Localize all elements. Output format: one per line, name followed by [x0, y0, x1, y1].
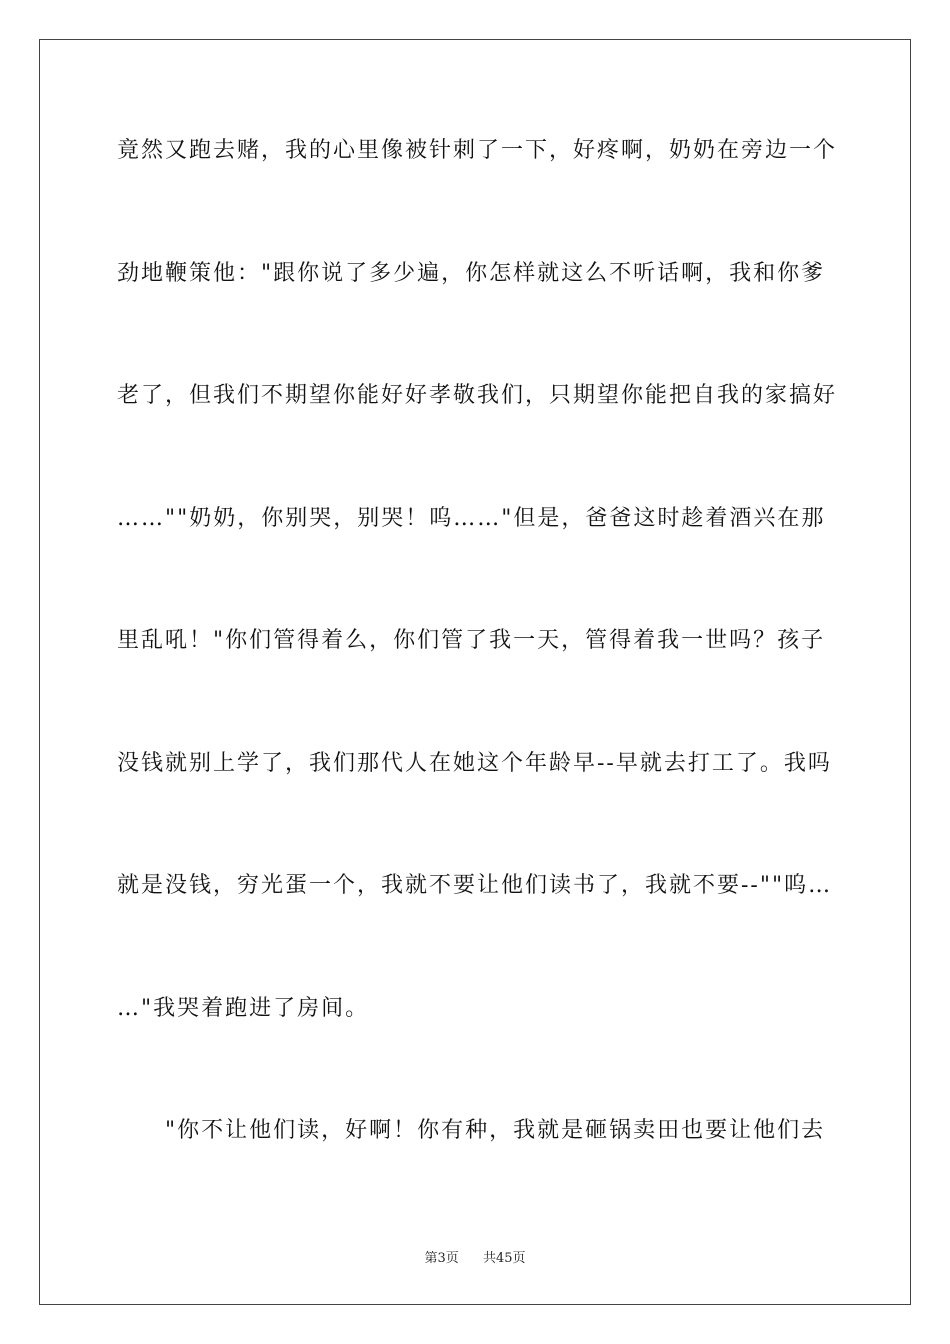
text-line-7: 就是没钱，穷光蛋一个，我就不要让他们读书了，我就不要--""呜… — [117, 873, 833, 898]
text-line-8: …"我哭着跑进了房间。 — [117, 995, 370, 1021]
text-line-5: 里乱吼！"你们管得着么，你们管了我一天，管得着我一世吗？孩子 — [117, 628, 826, 653]
text-line-1: 竟然又跑去赌，我的心里像被针刺了一下，好疼啊，奶奶在旁边一个 — [117, 138, 838, 163]
text-line-3: 老了，但我们不期望你能好好孝敬我们，只期望你能把自我的家搞好 — [117, 383, 838, 408]
text-line-9: "你不让他们读，好啊！你有种，我就是砸锅卖田也要让他们去 — [165, 1118, 826, 1143]
page-number: 第3页 — [424, 1251, 459, 1266]
text-line-2: 劲地鞭策他："跟你说了多少遍，你怎样就这么不听话啊，我和你爹 — [117, 260, 826, 286]
text-line-4: ……""奶奶，你别哭，别哭！呜……"但是，爸爸这时趁着酒兴在那 — [117, 505, 826, 531]
page-footer — [0, 1247, 950, 1266]
total-pages: 共45页 — [483, 1251, 526, 1266]
document-body — [117, 131, 837, 1234]
text-line-6: 没钱就别上学了，我们那代人在她这个年龄早--早就去打工了。我吗 — [117, 750, 832, 776]
